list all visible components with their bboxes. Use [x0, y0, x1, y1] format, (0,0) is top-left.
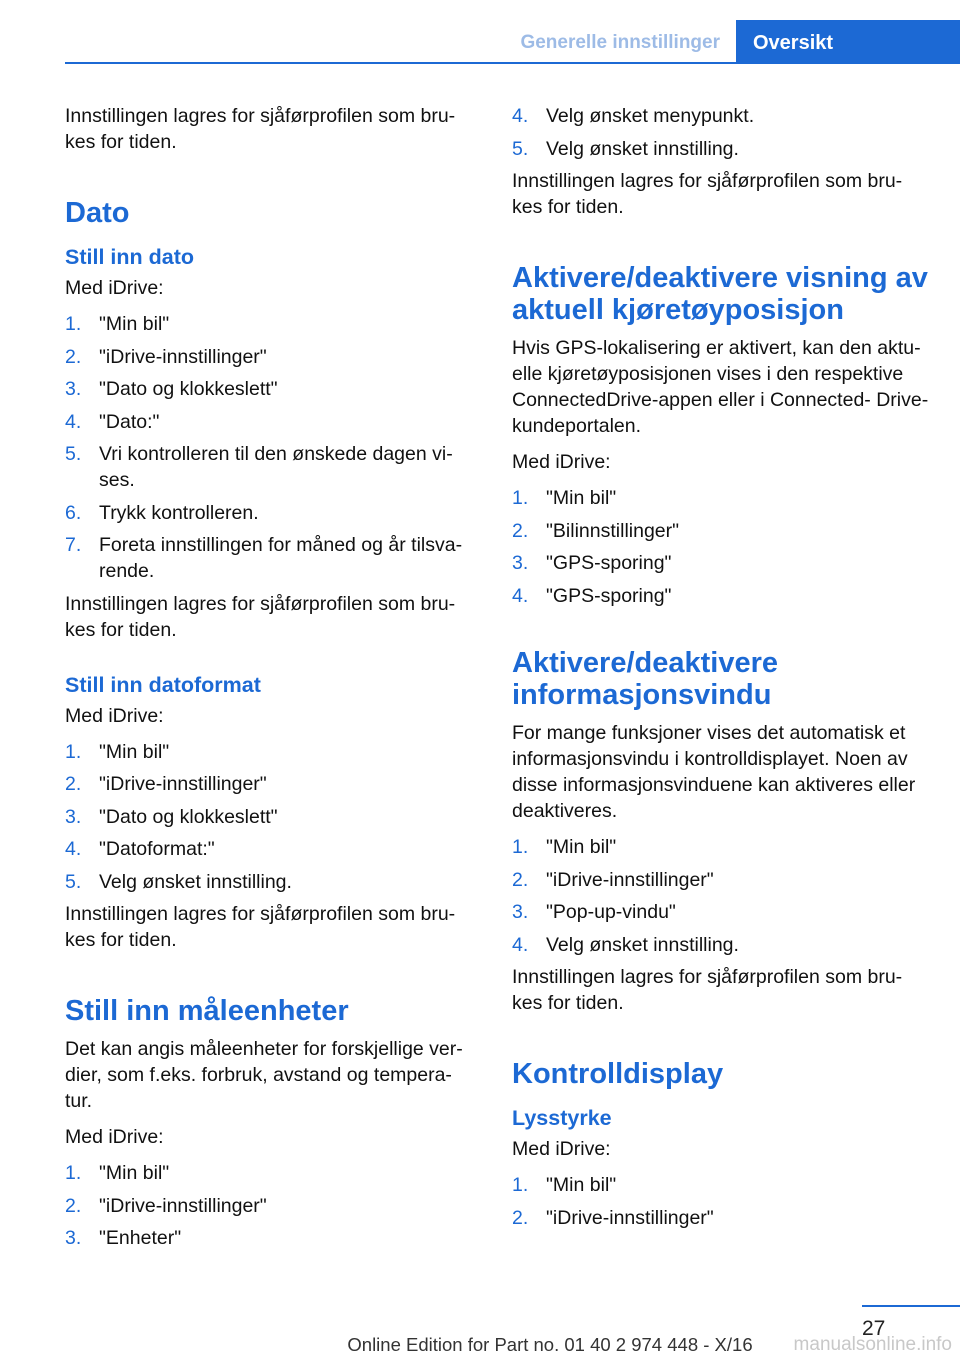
- list-item: [65, 376, 467, 402]
- step-text: Velg ønsket innstilling.: [546, 137, 739, 160]
- step-number: 2.: [65, 1194, 82, 1217]
- step-number: 1.: [512, 1174, 529, 1196]
- step-text: Velg ønsket menypunkt.: [546, 105, 755, 127]
- step-text: "GPS-sporing": [546, 552, 672, 574]
- list-item: [65, 344, 467, 370]
- step-number: 5.: [65, 870, 82, 893]
- list-item: [65, 771, 467, 797]
- step-number: 4.: [512, 584, 529, 607]
- spacer: [65, 165, 467, 197]
- list-item: [512, 485, 932, 511]
- page-number: 27: [862, 1317, 886, 1340]
- page-header: [0, 0, 960, 64]
- step-number: 2.: [65, 345, 82, 368]
- step-number: 3.: [512, 552, 529, 574]
- step-number: 5.: [512, 137, 529, 160]
- posisjon-body: Hvis GPS-lokalisering er aktivert, kan den aktu‐ elle kjøretøyposisjonen vises i den respektive ConnectedDrive-appen eller i Connected‐ Drive-kundeportalen.: [512, 337, 929, 437]
- save-note: Innstillingen lagres for sjåførprofilen som bru‐ kes for tiden.: [512, 170, 903, 218]
- step-text: "iDrive-innstillinger": [99, 773, 267, 795]
- right-column: [512, 103, 932, 1237]
- spacer: [512, 615, 932, 647]
- list-item: [512, 550, 932, 576]
- list-item: [512, 867, 932, 893]
- step-text: "iDrive-innstillinger": [99, 345, 267, 368]
- intro-note: Innstillingen lagres for sjåførprofilen som bru‐ kes for tiden.: [65, 105, 456, 153]
- steps-list-infovindu: [512, 834, 932, 958]
- maleenheter-body: Det kan angis måleenheter for forskjellige ver‐ dier, som f.eks. forbruk, avstand og tempera‐ tur.: [65, 1038, 463, 1112]
- list-item: [512, 136, 932, 162]
- step-number: 2.: [512, 868, 529, 891]
- header-section-title: Generelle innstillinger: [520, 32, 720, 53]
- step-text: "Min bil": [99, 1162, 170, 1184]
- section-heading-posisjon: Aktivere/deaktivere visning av aktuell kjøretøyposisjon: [512, 262, 928, 326]
- step-text: "Bilinnstillinger": [546, 519, 680, 542]
- page-number-rule: [862, 1305, 960, 1307]
- list-item: [512, 583, 932, 609]
- step-number: 3.: [65, 1227, 82, 1249]
- list-item: [65, 869, 467, 895]
- step-text: "Dato:": [99, 410, 160, 433]
- list-item: [512, 932, 932, 958]
- step-number: 1.: [512, 487, 529, 509]
- med-idrive-label: Med iDrive:: [512, 451, 611, 473]
- list-item: [65, 532, 467, 584]
- list-item: [512, 1172, 932, 1198]
- step-text: "GPS-sporing": [546, 584, 672, 607]
- subheading-lysstyrke: Lysstyrke: [512, 1106, 612, 1130]
- spacer: [512, 230, 932, 262]
- section-heading-dato: Dato: [65, 197, 130, 229]
- step-number: 1.: [65, 1162, 82, 1184]
- step-text: "Min bil": [546, 1174, 617, 1196]
- header-rule: [65, 62, 960, 64]
- step-text: Trykk kontrolleren.: [99, 501, 259, 524]
- step-number: 4.: [65, 410, 82, 433]
- list-item: [65, 836, 467, 862]
- step-number: 5.: [65, 443, 82, 465]
- step-number: 4.: [512, 933, 529, 956]
- header-tab-label: Oversikt: [753, 32, 834, 54]
- step-number: 6.: [65, 501, 82, 524]
- watermark: manualsonline.info: [793, 1334, 952, 1355]
- step-text: "iDrive-innstillinger": [546, 868, 714, 891]
- step-text: "Enheter": [99, 1227, 182, 1249]
- step-text: "Min bil": [99, 740, 170, 763]
- spacer: [512, 1026, 932, 1058]
- spacer: [65, 1027, 467, 1036]
- step-text: "Datoformat:": [99, 838, 215, 860]
- step-number: 1.: [65, 740, 82, 763]
- list-item: [65, 804, 467, 830]
- save-note: Innstillingen lagres for sjåførprofilen som bru‐ kes for tiden.: [512, 966, 903, 1014]
- step-number: 7.: [65, 534, 82, 556]
- steps-list-lysstyrke: [512, 1172, 932, 1231]
- save-note: Innstillingen lagres for sjåførprofilen som bru‐ kes for tiden.: [65, 903, 456, 951]
- med-idrive-label: Med iDrive:: [65, 1126, 164, 1148]
- step-number: 2.: [512, 1206, 529, 1229]
- step-number: 3.: [512, 901, 529, 923]
- step-text: "Min bil": [546, 487, 617, 509]
- subheading-still-inn-datoformat: Still inn datoformat: [65, 672, 261, 697]
- step-text: "iDrive-innstillinger": [99, 1194, 267, 1217]
- step-number: 4.: [512, 105, 529, 127]
- med-idrive-label: Med iDrive:: [65, 277, 164, 299]
- spacer: [65, 653, 467, 671]
- left-column: [65, 103, 467, 1258]
- list-item: [512, 899, 932, 925]
- list-item: [65, 1193, 467, 1219]
- steps-list-continued: [512, 103, 932, 162]
- step-text: Velg ønsket innstilling.: [546, 933, 739, 956]
- spacer: [512, 711, 932, 720]
- spacer: [65, 229, 467, 243]
- steps-list-datoformat: [65, 739, 467, 895]
- steps-list-maleenheter: [65, 1160, 467, 1251]
- step-text: "Min bil": [99, 313, 170, 335]
- step-text: Velg ønsket innstilling.: [99, 870, 292, 893]
- step-number: 3.: [65, 378, 82, 400]
- step-text: Foreta innstillingen for måned og år tilsva‐ rende.: [99, 534, 463, 582]
- step-number: 2.: [512, 519, 529, 542]
- step-number: 3.: [65, 805, 82, 828]
- step-text: "iDrive-innstillinger": [546, 1206, 714, 1229]
- infovindu-body: For mange funksjoner vises det automatisk et informasjonsvindu i kontrolldisplayet. Noen av disse informasjonsvinduene kan aktiveres eller deaktiveres.: [512, 722, 916, 822]
- save-note: Innstillingen lagres for sjåførprofilen som bru‐ kes for tiden.: [65, 592, 456, 641]
- list-item: [65, 409, 467, 435]
- med-idrive-label: Med iDrive:: [512, 1138, 611, 1160]
- list-item: [65, 500, 467, 526]
- header-tab: [736, 20, 960, 64]
- steps-list-dato: [65, 311, 467, 584]
- step-number: 4.: [65, 838, 82, 860]
- step-number: 1.: [512, 836, 529, 858]
- spacer: [512, 1090, 932, 1104]
- step-number: 1.: [65, 313, 82, 335]
- step-text: Vri kontrolleren til den ønskede dagen vi‐ ses.: [99, 443, 453, 491]
- spacer: [65, 963, 467, 995]
- step-text: "Dato og klokkeslett": [99, 805, 278, 828]
- list-item: [512, 518, 932, 544]
- list-item: [512, 103, 932, 129]
- step-number: 2.: [65, 773, 82, 795]
- edition-footer: Online Edition for Part no. 01 40 2 974 448 - X/16: [347, 1334, 753, 1355]
- section-heading-kontrolldisplay: Kontrolldisplay: [512, 1058, 724, 1090]
- step-text: "Min bil": [546, 836, 617, 858]
- step-text: "Dato og klokkeslett": [99, 378, 278, 400]
- steps-list-posisjon: [512, 485, 932, 609]
- spacer: [512, 326, 932, 335]
- list-item: [65, 739, 467, 765]
- step-text: "Pop-up-vindu": [546, 901, 676, 923]
- subheading-still-inn-dato: Still inn dato: [65, 245, 194, 269]
- section-heading-maleenheter: Still inn måleenheter: [65, 995, 349, 1027]
- med-idrive-label: Med iDrive:: [65, 704, 164, 727]
- list-item: [65, 1225, 467, 1251]
- list-item: [512, 834, 932, 860]
- list-item: [65, 311, 467, 337]
- section-heading-infovindu: Aktivere/deaktivere informasjonsvindu: [512, 647, 778, 711]
- list-item: [65, 441, 467, 493]
- list-item: [512, 1205, 932, 1231]
- list-item: [65, 1160, 467, 1186]
